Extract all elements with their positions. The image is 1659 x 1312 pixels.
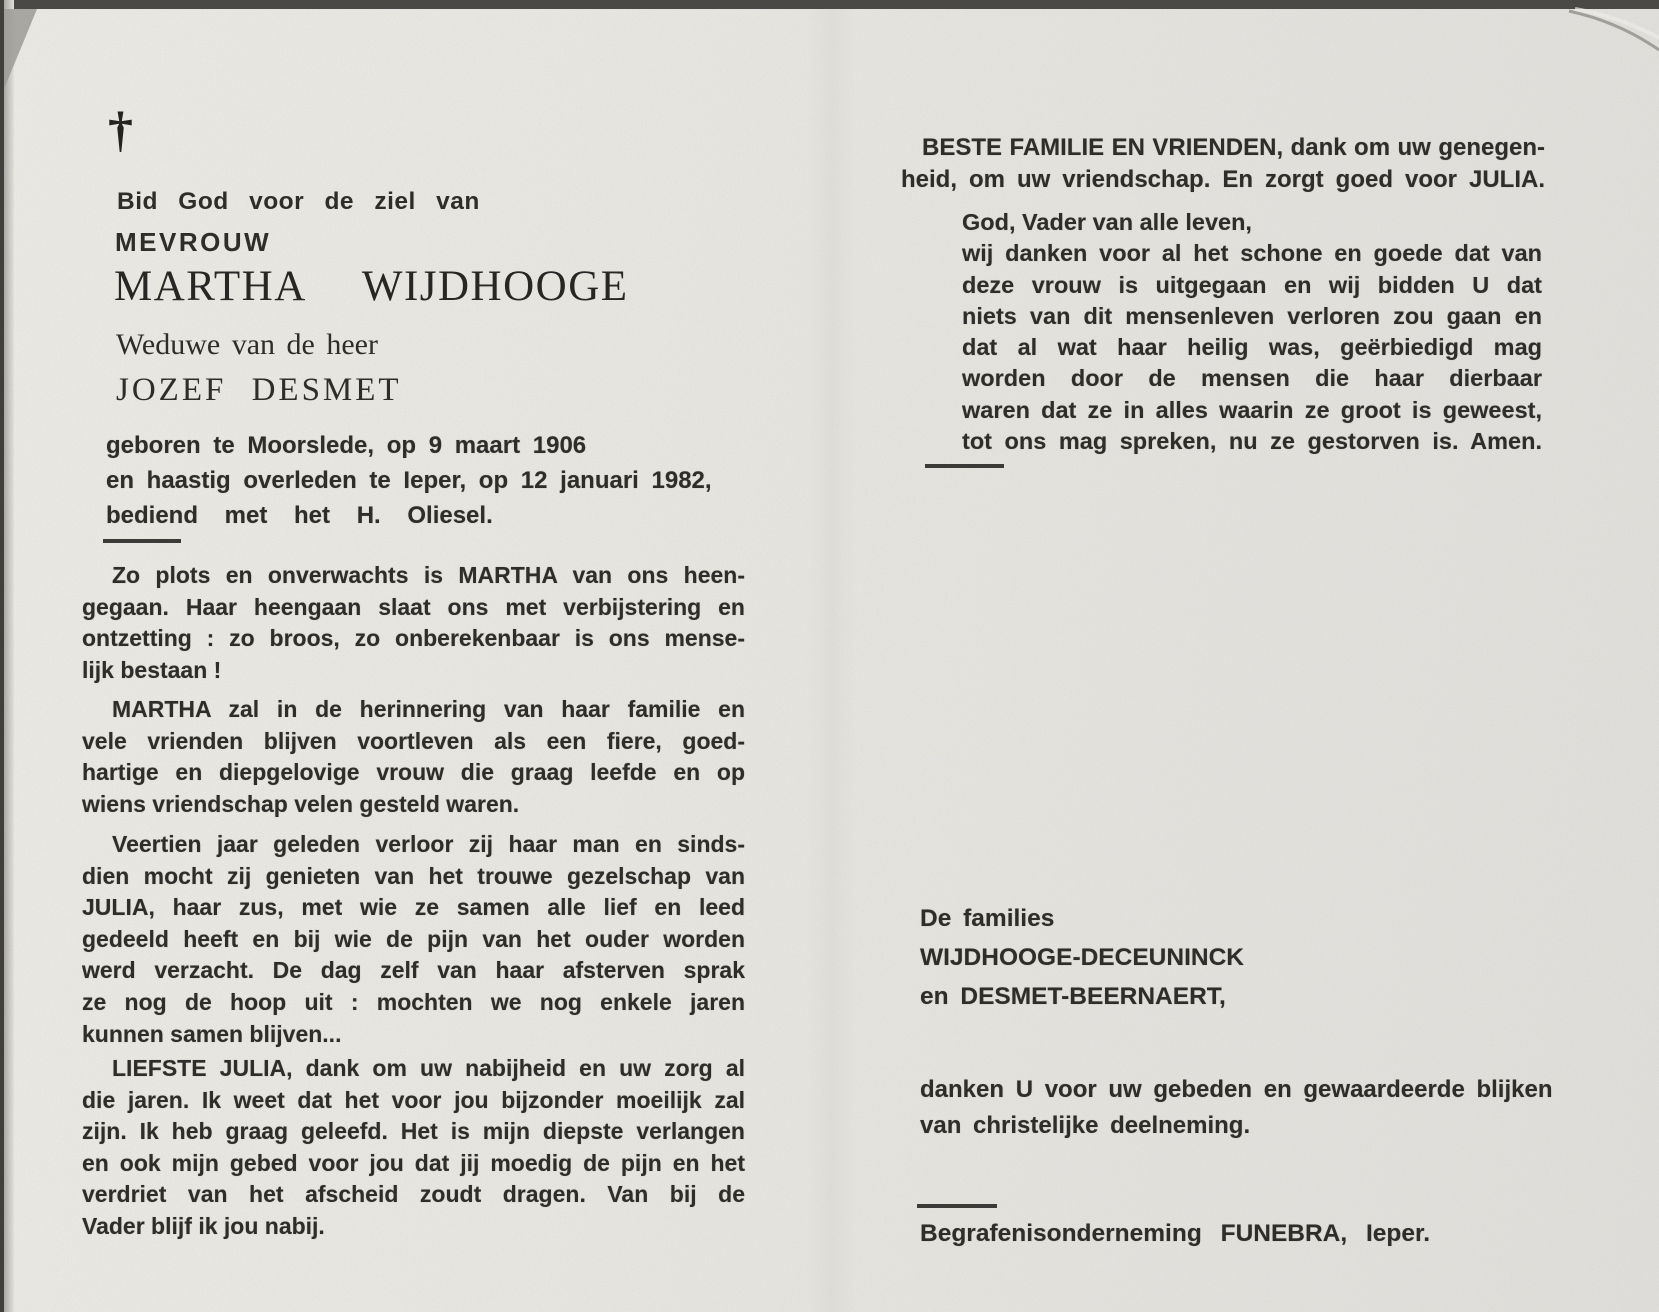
text-line: wiens vriendschap velen gesteld waren. [82, 790, 520, 817]
text-line: en ook mijn gebed voor jou dat jij moedig de pijn en het [82, 1149, 745, 1176]
text-line: Zo plots en onverwachts is MARTHA van ons heen- [112, 562, 745, 588]
text-line: God, Vader van alle leven, [962, 209, 1252, 235]
thanks-block [920, 1072, 1553, 1144]
vitals-block [106, 428, 712, 533]
text-line: werd verzacht. De dag zelf van haar afsterven sprak [82, 957, 745, 984]
sacrament-line: bediend met het H. Oliesel. [106, 502, 493, 529]
husband-name: JOZEF DESMET [116, 372, 402, 408]
pray-intro-line: Bid God voor de ziel van [117, 188, 480, 215]
death-line: en haastig overleden te Ieper, op 12 januari 1982, [106, 467, 712, 494]
text-line: tot ons mag spreken, nu ze gestorven is. Amen. [962, 428, 1542, 455]
text-line: wij danken voor al het schone en goede dat van [962, 240, 1542, 267]
text-line: dien mocht zij genieten van het trouwe gezelschap van [82, 862, 745, 889]
text-line: niets van dit mensenleven verloren zou gaan en [962, 302, 1542, 329]
text-line: worden door de mensen die haar dierbaar [962, 365, 1542, 392]
scan-edge-left-shade [4, 0, 14, 1312]
text-line: LIEFSTE JULIA, dank om uw nabijheid en uw zorg al [112, 1055, 745, 1081]
text-line: verdriet van het afscheid zoudt dragen. Van bij de [82, 1181, 745, 1208]
text-line: deze vrouw is uitgegaan en wij bidden U dat [962, 271, 1542, 298]
text-line: hartige en diepgelovige vrouw die graag leefde en op [82, 759, 745, 786]
scan-edge-top [0, 0, 1659, 9]
paragraph-2 [82, 694, 745, 820]
paragraph-4 [82, 1053, 745, 1243]
text-line: van christelijke deelneming. [920, 1112, 1251, 1139]
text-line: gedeeld heeft en bij wie de pijn van het ouder worden [82, 925, 745, 952]
families-block [920, 899, 1244, 1016]
text-line: vele vrienden blijven voortleven als een fiere, goed- [82, 727, 745, 754]
birth-line: geboren te Moorslede, op 9 maart 1906 [106, 432, 587, 459]
text-line: Vader blijf ik jou nabij. [82, 1212, 325, 1239]
cross-icon: † [108, 101, 133, 157]
fold-shadow [808, 0, 856, 1312]
text-line: kunnen samen blijven... [82, 1020, 342, 1047]
paragraph-1 [82, 560, 745, 686]
text-line: zijn. Ik heb graag geleefd. Het is mijn diepste verlangen [82, 1118, 745, 1145]
paragraph-3 [82, 829, 745, 1050]
text-line: JULIA, haar zus, met wie ze samen alle lief en leed [82, 894, 745, 921]
text-line: Veertien jaar geleden verloor zij haar man en sinds- [112, 831, 745, 857]
separator-rule [103, 539, 181, 543]
text-line: De families [920, 905, 1055, 932]
text-line: ze nog de hoop uit : mochten we nog enkele jaren [82, 988, 745, 1015]
family-name: WIJDHOOGE-DECEUNINCK [920, 944, 1244, 971]
separator-rule [925, 464, 1004, 468]
text-line: ontzetting : zo broos, zo onberekenbaar is ons mense- [82, 625, 745, 652]
undertaker-line: Begrafenisonderneming FUNEBRA, Ieper. [920, 1220, 1431, 1247]
honorific: MEVROUW [115, 227, 272, 257]
text-line: waren dat ze in alles waarin ze groot is geweest, [962, 396, 1542, 423]
text-line: MARTHA zal in de herinnering van haar familie en [112, 696, 745, 722]
text-line: lijk bestaan ! [82, 656, 222, 683]
corner-shadow [4, 9, 37, 89]
prayer-block [962, 207, 1542, 457]
text-line: die jaren. Ik weet dat het voor jou bijzonder moeilijk zal [82, 1086, 745, 1113]
text-line: heid, om uw vriendschap. En zorgt goed voor JULIA. [901, 166, 1545, 193]
family-name: en DESMET-BEERNAERT, [920, 983, 1226, 1010]
address-intro [901, 132, 1545, 196]
text-line: gegaan. Haar heengaan slaat ons met verbijstering en [82, 593, 745, 620]
text-line: danken U voor uw gebeden en gewaardeerde blijken [920, 1076, 1553, 1103]
text-line: dat al wat haar heilig was, geërbiedigd mag [962, 334, 1542, 361]
deceased-name: MARTHA WIJDHOOGE [114, 263, 629, 310]
page-curl-line [1509, 0, 1659, 90]
widow-line: Weduwe van de heer [116, 328, 378, 361]
text-line: BESTE FAMILIE EN VRIENDEN, dank om uw genegen- [922, 134, 1545, 161]
separator-rule [917, 1204, 997, 1208]
